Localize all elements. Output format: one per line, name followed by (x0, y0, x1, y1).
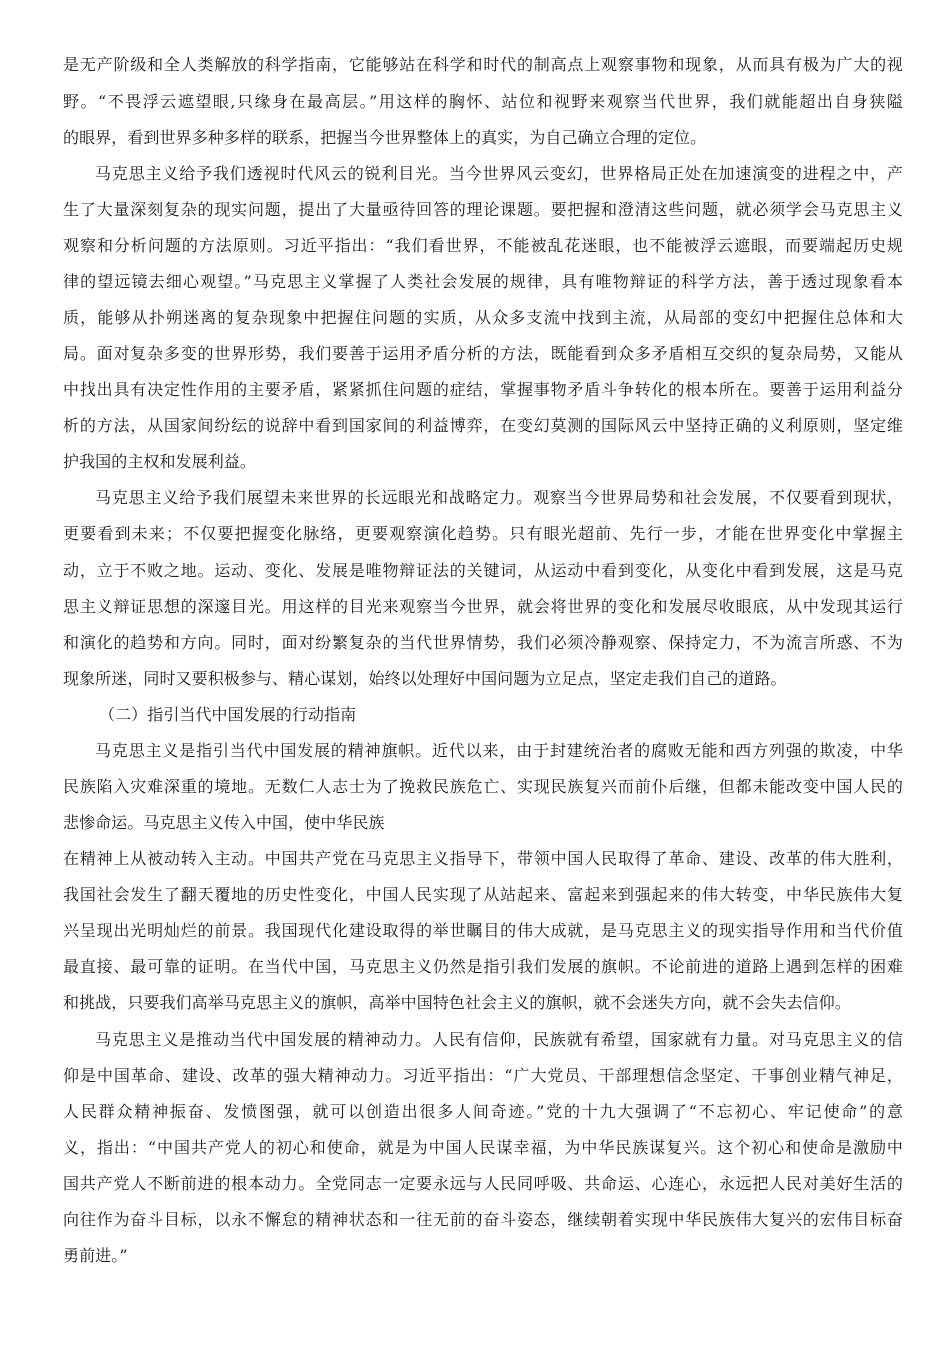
text-line: 析的方法，从国家间纷纭的说辞中看到国家间的利益博弈，在变幻莫测的国际风云中坚持正确的义利原则，坚定维 (63, 416, 903, 435)
text-line: 勇前进。” (63, 1246, 128, 1265)
text-line: 观察和分析问题的方法原则。习近平指出：“我们看世界，不能被乱花迷眼，也不能被浮云遮眼，而要端起历史规 (63, 236, 903, 255)
text-line: 是无产阶级和全人类解放的科学指南，它能够站在科学和时代的制高点上观察事物和现象，从而具有极为广大的视 (63, 55, 903, 74)
text-line: 局。面对复杂多变的世界形势，我们要善于运用矛盾分析的方法，既能看到众多矛盾相互交织的复杂局势，又能从 (63, 344, 903, 363)
text-line: 野。“不畏浮云遮望眼,只缘身在最高层。”用这样的胸怀、站位和视野来观察当代世界，我们就能超出自身狭隘 (63, 92, 903, 111)
section-heading: （二）指引当代中国发展的行动指南 (99, 705, 357, 724)
text-line: 民族陷入灾难深重的境地。无数仁人志士为了挽救民族危亡、实现民族复兴而前仆后继，但都未能改变中国人民的 (63, 777, 903, 796)
text-line: 思主义辩证思想的深邃目光。用这样的目光来观察当今世界，就会将世界的变化和发展尽收眼底，从中发现其运行 (63, 597, 903, 616)
text-line: 和演化的趋势和方向。同时，面对纷繁复杂的当代世界情势，我们必须冷静观察、保持定力，不为流言所惑、不为 (63, 633, 903, 652)
text-line: 和挑战，只要我们高举马克思主义的旗帜，高举中国特色社会主义的旗帜，就不会迷失方向，就不会失去信仰。 (63, 993, 851, 1012)
text-line: 中找出具有决定性作用的主要矛盾，紧紧抓住问题的症结，掌握事物矛盾斗争转化的根本所在。要善于运用利益分 (63, 380, 903, 399)
text-line: 律的望远镜去细心观望。”马克思主义掌握了人类社会发展的规律，具有唯物辩证的科学方法，善于透过现象看本 (63, 272, 903, 291)
text-line: 生了大量深刻复杂的现实问题，提出了大量亟待回答的理论课题。要把握和澄清这些问题，就必须学会马克思主义 (63, 200, 903, 219)
text-line: 马克思主义给予我们展望未来世界的长远眼光和战略定力。观察当今世界局势和社会发展，不仅要看到现状， (95, 488, 903, 507)
text-line: 质，能够从扑朔迷离的复杂现象中把握住问题的实质，从众多支流中找到主流，从局部的变幻中把握住总体和大 (63, 308, 903, 327)
text-line: 护我国的主权和发展利益。 (63, 452, 256, 471)
text-line: 义，指出：“中国共产党人的初心和使命，就是为中国人民谋幸福，为中华民族谋复兴。这个初心和使命是激励中 (63, 1138, 903, 1157)
text-line: 兴呈现出光明灿烂的前景。我国现代化建设取得的举世瞩目的伟大成就，是马克思主义的现实指导作用和当代价值 (63, 921, 903, 940)
text-line: 仰是中国革命、建设、改革的强大精神动力。习近平指出：“广大党员、干部理想信念坚定、干事创业精气神足， (63, 1066, 903, 1085)
text-line: 向往作为奋斗目标，以永不懈怠的精神状态和一往无前的奋斗姿态，继续朝着实现中华民族伟大复兴的宏伟目标奋 (63, 1210, 903, 1229)
text-line: 最直接、最可靠的证明。在当代中国，马克思主义仍然是指引我们发展的旗帜。不论前进的道路上遇到怎样的困难 (63, 957, 903, 976)
text-line: 在精神上从被动转入主动。中国共产党在马克思主义指导下，带领中国人民取得了革命、建设、改革的伟大胜利， (63, 849, 903, 868)
text-line: 悲惨命运。马克思主义传入中国，使中华民族 (63, 813, 385, 832)
text-line: 马克思主义是推动当代中国发展的精神动力。人民有信仰，民族就有希望，国家就有力量。对马克思主义的信 (95, 1030, 903, 1049)
text-line: 更要看到未来；不仅要把握变化脉络，更要观察演化趋势。只有眼光超前、先行一步，才能在世界变化中掌握主 (63, 524, 903, 543)
text-line: 现象所迷，同时又要积极参与、精心谋划，始终以处理好中国问题为立足点，坚定走我们自己的道路。 (63, 669, 787, 688)
text-line: 我国社会发生了翻天覆地的历史性变化，中国人民实现了从站起来、富起来到强起来的伟大转变，中华民族伟大复 (63, 885, 903, 904)
text-line: 的眼界，看到世界多种多样的联系，把握当今世界整体上的真实，为自己确立合理的定位。 (63, 128, 707, 147)
text-line: 国共产党人不断前进的根本动力。全党同志一定要永远与人民同呼吸、共命运、心连心，永远把人民对美好生活的 (63, 1174, 903, 1193)
text-line: 动，立于不败之地。运动、变化、发展是唯物辩证法的关键词，从运动中看到变化，从变化中看到发展，这是马克 (63, 561, 903, 580)
text-line: 马克思主义给予我们透视时代风云的锐利目光。当今世界风云变幻，世界格局正处在加速演变的进程之中，产 (95, 164, 903, 183)
text-line: 人民群众精神振奋、发愤图强，就可以创造出很多人间奇迹。”党的十九大强调了“不忘初心、牢记使命”的意 (63, 1102, 903, 1121)
text-line: 马克思主义是指引当代中国发展的精神旗帜。近代以来，由于封建统治者的腐败无能和西方列强的欺凌，中华 (95, 741, 903, 760)
